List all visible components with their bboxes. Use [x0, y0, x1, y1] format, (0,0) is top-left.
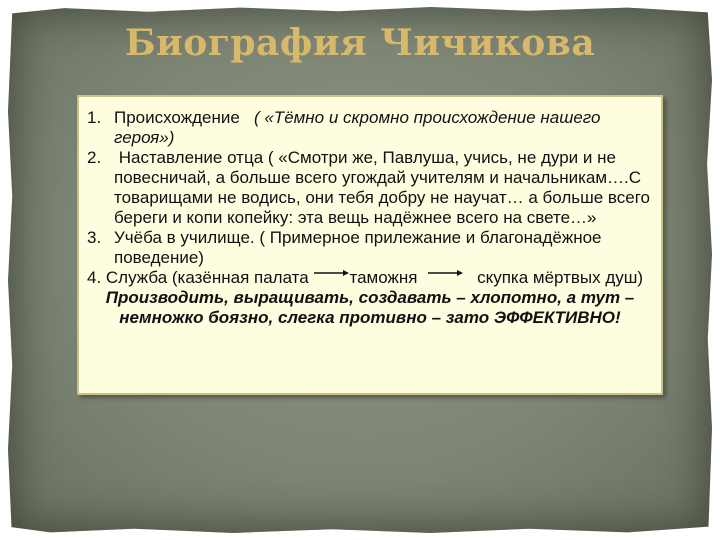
list-item-quote: ( «Смотри же, Павлуша, учись, не дури и не повесничай, а больше всего угождай учителям и начальникам….С товарищами не водись, они тебя добру не научат… а больше всего береги и копи копейку: эта вещь надёжнее всего на свете…» [114, 148, 650, 227]
list-item-label: Учёба в училище. [114, 228, 255, 247]
service-label: 4. Служба (казённая палата [87, 268, 309, 287]
service-line [87, 268, 653, 288]
service-step-customs: таможня [349, 268, 418, 287]
conclusion-line-1: Производить, выращивать, создавать – хлопотно, а тут – [105, 288, 635, 307]
conclusion-line-2: немножко боязно, слегка противно – зато ЭФФЕКТИВНО! [119, 308, 621, 327]
list-item-number: 2. [87, 148, 102, 167]
list-item-school [87, 228, 653, 268]
service-step-dead-souls: скупка мёртвых душ) [477, 268, 644, 287]
slide-title: Биография Чичикова [124, 22, 596, 64]
list-item-number: 3. [87, 228, 102, 247]
list-item-number: 1. [87, 108, 102, 127]
list-item-label: Наставление отца [118, 148, 264, 167]
list-item-label: Происхождение [114, 108, 240, 127]
list-item-father-advice [87, 148, 653, 228]
list-item-origin [87, 108, 653, 148]
content-box [77, 95, 663, 395]
arrow-right-icon [427, 270, 463, 280]
list-item-quote: ( Примерное прилежание и благонадёжное поведение) [114, 228, 602, 267]
list-item-quote: ( «Тёмно и скромно происхождение нашего героя») [114, 108, 601, 147]
arrow-right-icon [313, 270, 349, 280]
